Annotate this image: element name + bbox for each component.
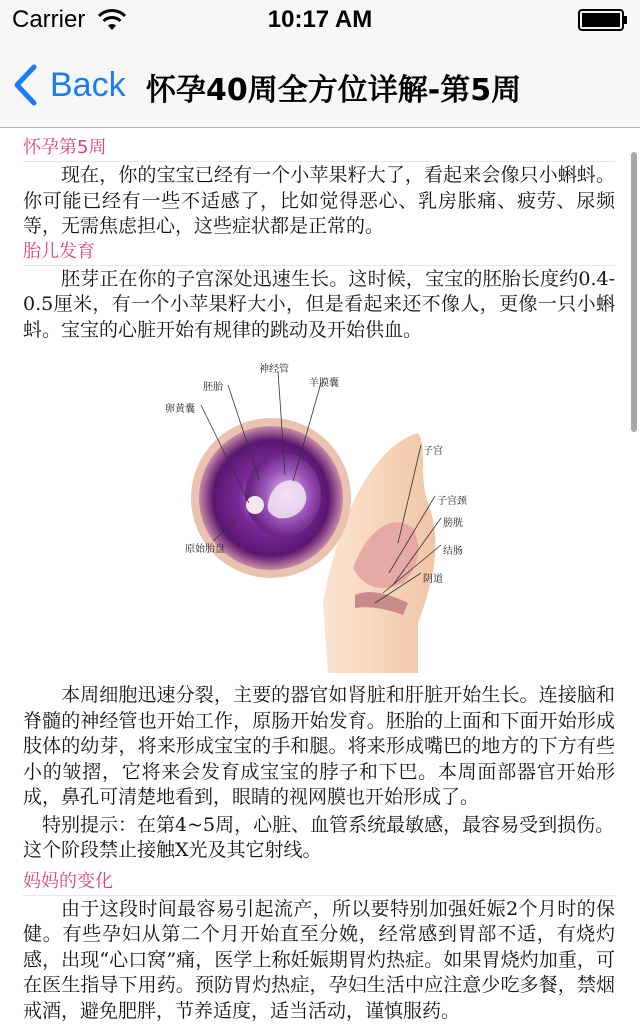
- status-time: 10:17 AM: [0, 6, 640, 34]
- label-bladder: 膀胱: [443, 511, 463, 537]
- label-colon: 结肠: [443, 539, 463, 565]
- article-paragraph: 由于这段时间最容易引起流产，所以要特别加强妊娠2个月时的保健。有些孕妇从第二个月开始直至分娩，经常感到胃部不适，有烧灼感，出现“心口窝”痛，医学上称妊娠期胃灼热症。如果胃烧灼加重，可在医生指导下用药。预防胃灼热症，孕妇生活中应注意少吃多餐，禁烟戒酒，避免肥胖，节养适度，适当活动，谨慎服药。: [23, 897, 615, 1024]
- embryo-diagram: [23, 353, 615, 683]
- page-title: 怀孕40周全方位详解-第5周: [146, 65, 521, 109]
- battery-icon: [578, 9, 628, 31]
- back-button-label: Back: [50, 66, 126, 105]
- section-heading: 胎儿发育: [23, 240, 615, 266]
- article-paragraph: 胚芽正在你的子宫深处迅速生长。这时候，宝宝的胚胎长度约0.4-0.5厘米，有一个小苹果籽大小，但是看起来还不像人，更像一只小蝌蚪。宝宝的心脏开始有规律的跳动及开始供血。: [23, 267, 615, 344]
- back-button[interactable]: [12, 62, 126, 108]
- section-heading: 妈妈的变化: [23, 870, 615, 896]
- label-vagina: 阴道: [423, 567, 443, 593]
- label-uterus: 子宫: [423, 439, 443, 465]
- yolk-sac-shape: [246, 496, 264, 514]
- article-paragraph: 本周细胞迅速分裂，主要的器官如肾脏和肝脏开始生长。连接脑和脊髓的神经管也开始工作，原肠开始发育。胚胎的上面和下面开始形成肢体的幼芽，将来形成宝宝的手和腿。将来形成嘴巴的地方的下方有些小的皱摺，它将来会发育成宝宝的脖子和下巴。本周面部器官开始形成，鼻孔可清楚地看到，眼睛的视网膜也开始形成了。: [23, 683, 615, 811]
- article-scroll-view[interactable]: [0, 128, 640, 960]
- status-bar: [0, 0, 640, 40]
- label-amniotic-sac: 羊膜囊: [309, 371, 339, 397]
- label-primitive-placenta: 原始胎盘: [185, 537, 225, 563]
- scroll-indicator[interactable]: [631, 152, 637, 432]
- navigation-bar: [0, 40, 640, 128]
- article-body: [23, 136, 615, 1024]
- label-neural-tube: 神经管: [259, 357, 289, 383]
- carrier-label: Carrier: [12, 6, 85, 34]
- label-yolk-sac: 卵黄囊: [165, 397, 195, 423]
- label-cervix: 子宫颈: [437, 489, 467, 515]
- special-tip-paragraph: 特别提示：在第4~5周，心脏、血管系统最敏感，最容易受到损伤。这个阶段禁止接触X光及其它射线。: [23, 813, 615, 864]
- label-embryo: 胚胎: [203, 375, 223, 401]
- chevron-left-icon: [12, 64, 40, 106]
- section-heading: 怀孕第5周: [23, 136, 615, 162]
- fetal-development-illustration: [23, 353, 615, 683]
- article-paragraph: 现在，你的宝宝已经有一个小苹果籽大了，看起来会像只小蝌蚪。你可能已经有一些不适感了，比如觉得恶心、乳房胀痛、疲劳、尿频等，无需焦虑担心，这些症状都是正常的。: [23, 163, 615, 240]
